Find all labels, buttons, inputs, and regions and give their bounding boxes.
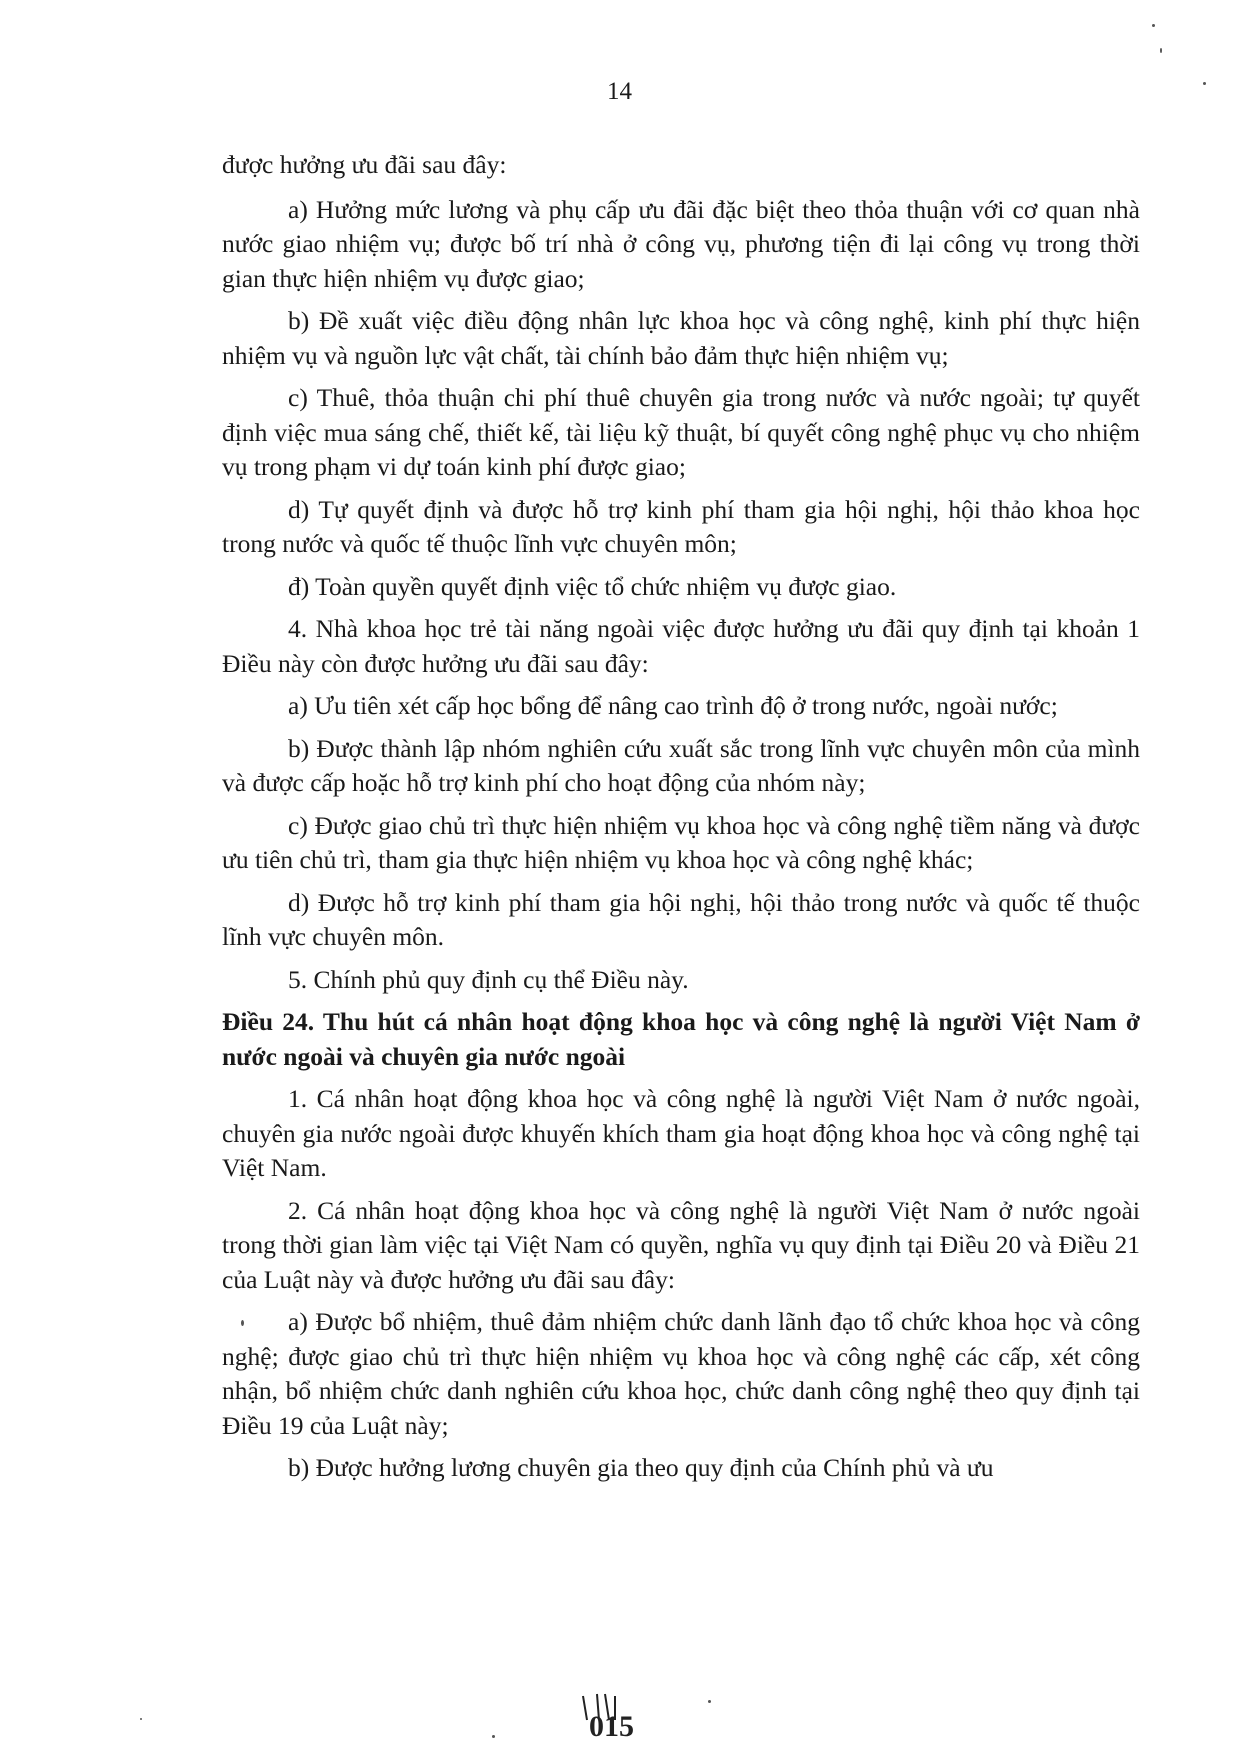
paragraph-clause-4-c: c) Được giao chủ trì thực hiện nhiệm vụ khoa học và công nghệ tiềm năng và được ưu tiên chủ trì, tham gia thực hiện nhiệm vụ khoa học và công nghệ khác; [222, 810, 1140, 874]
svg-text:015: 015 [589, 1710, 634, 1740]
stamp-mark [575, 1690, 685, 1740]
scan-speck [1152, 24, 1155, 27]
paragraph-clause-4-d: d) Được hỗ trợ kinh phí tham gia hội nghị, hội thảo trong nước và quốc tế thuộc lĩnh vực chuyên môn. [222, 887, 1140, 951]
article-24-clause-2-a: a) Được bổ nhiệm, thuê đảm nhiệm chức danh lãnh đạo tổ chức khoa học và công nghệ; được giao chủ trì thực hiện nhiệm vụ khoa học và công nghệ các cấp, xét công nhận, bổ nhiệm chức danh nghiên cứu khoa học, chức danh công nghệ theo quy định tại Điều 19 của Luật này; [222, 1307, 1140, 1440]
paragraph-clause-4-b: b) Được thành lập nhóm nghiên cứu xuất sắc trong lĩnh vực chuyên môn của mình và được cấp hoặc hỗ trợ kinh phí cho hoạt động của nhóm này; [222, 733, 1140, 797]
article-24-clause-2-b: b) Được hưởng lương chuyên gia theo quy định của Chính phủ và ưu [288, 1453, 994, 1482]
scan-speck [241, 1320, 244, 1326]
document-body [222, 148, 1140, 1494]
scan-speck [140, 1718, 142, 1720]
paragraph-item-b: b) Đề xuất việc điều động nhân lực khoa học và công nghệ, kinh phí thực hiện nhiệm vụ và nguồn lực vật chất, tài chính bảo đảm thực hiện nhiệm vụ; [222, 306, 1140, 370]
paragraph-item-d: d) Tự quyết định và được hỗ trợ kinh phí tham gia hội nghị, hội thảo khoa học trong nước và quốc tế thuộc lĩnh vực chuyên môn; [222, 494, 1140, 558]
paragraph-clause-4: 4. Nhà khoa học trẻ tài năng ngoài việc được hưởng ưu đãi quy định tại khoản 1 Điều này còn được hưởng ưu đãi sau đây: [222, 614, 1140, 678]
page-number: 14 [607, 78, 632, 105]
paragraph-item-a: a) Hưởng mức lương và phụ cấp ưu đãi đặc biệt theo thỏa thuận với cơ quan nhà nước giao nhiệm vụ; được bố trí nhà ở công vụ, phương tiện đi lại công vụ trong thời gian thực hiện nhiệm vụ được giao; [222, 194, 1140, 293]
paragraph-continuation: được hưởng ưu đãi sau đây: [222, 150, 507, 179]
scan-speck [1160, 48, 1162, 53]
paragraph-clause-5: 5. Chính phủ quy định cụ thể Điều này. [288, 964, 689, 994]
article-24-clause-2: 2. Cá nhân hoạt động khoa học và công nghệ là người Việt Nam ở nước ngoài trong thời gian làm việc tại Việt Nam có quyền, nghĩa vụ quy định tại Điều 20 và Điều 21 của Luật này và được hưởng ưu đãi sau đây: [222, 1195, 1140, 1294]
paragraph-item-dd: đ) Toàn quyền quyết định việc tổ chức nhiệm vụ được giao. [288, 571, 897, 601]
paragraph-item-c: c) Thuê, thỏa thuận chi phí thuê chuyên gia trong nước và nước ngoài; tự quyết định việc mua sáng chế, thiết kế, tài liệu kỹ thuật, bí quyết công nghệ phục vụ cho nhiệm vụ trong phạm vi dự toán kinh phí được giao; [222, 383, 1140, 481]
scan-speck [1203, 82, 1206, 85]
paragraph-clause-4-a: a) Ưu tiên xét cấp học bổng để nâng cao trình độ ở trong nước, ngoài nước; [288, 691, 1058, 720]
scan-speck [708, 1700, 711, 1703]
article-24-clause-1: 1. Cá nhân hoạt động khoa học và công nghệ là người Việt Nam ở nước ngoài, chuyên gia nước ngoài được khuyến khích tham gia hoạt động khoa học và công nghệ tại Việt Nam. [222, 1084, 1140, 1182]
article-24-heading: Điều 24. Thu hút cá nhân hoạt động khoa học và công nghệ là người Việt Nam ở nước ngoài và chuyên gia nước ngoài [222, 1007, 1140, 1071]
scan-speck [492, 1735, 495, 1738]
